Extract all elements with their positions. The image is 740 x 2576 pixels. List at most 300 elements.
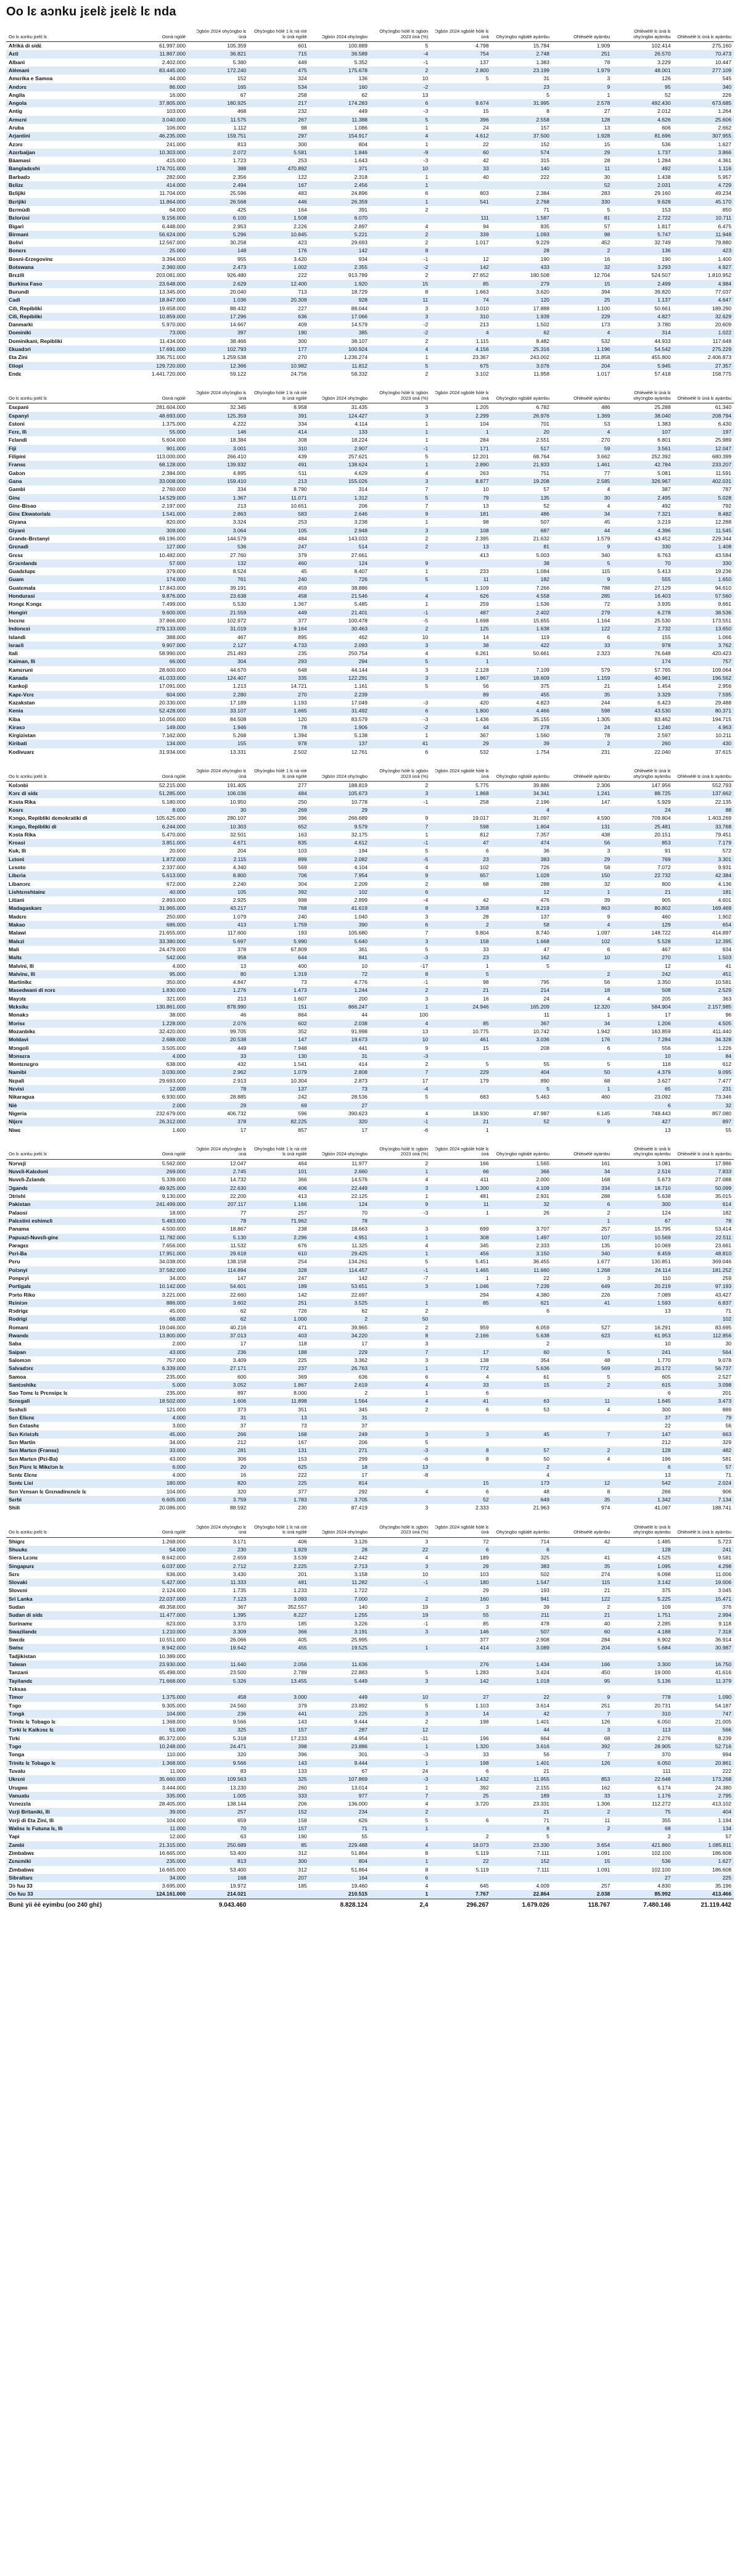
country-name: Panama xyxy=(9,1226,29,1232)
table-cell: 1 xyxy=(370,1003,430,1011)
table-cell: 455 xyxy=(249,1644,309,1652)
column-header: Ohlèwèlè ayàmbu xyxy=(552,28,612,42)
table-cell: 335 xyxy=(249,674,309,682)
table-cell: 606 xyxy=(662,125,671,131)
table-cell: 3 xyxy=(607,848,610,854)
table-row xyxy=(6,1571,734,1579)
table-cell: 174.283 xyxy=(310,99,370,107)
table-cell: 297 xyxy=(249,132,309,140)
table-cell: 6.174 xyxy=(657,1784,671,1791)
table-cell: 238 xyxy=(298,1226,307,1232)
table-cell: 48.810 xyxy=(673,1250,734,1258)
table-cell: 3.076 xyxy=(491,362,552,370)
country-name: Cadì xyxy=(6,296,128,304)
table-cell: 13 xyxy=(483,502,489,509)
table-cell: 65 xyxy=(612,1085,673,1093)
table-row xyxy=(6,494,734,502)
table-cell: 21 xyxy=(604,683,610,690)
table-cell: 11 xyxy=(370,296,430,304)
table-cell: 13 xyxy=(665,1126,671,1133)
table-cell: 1 xyxy=(552,888,612,896)
country-name: Mayɔtɛ xyxy=(9,995,27,1002)
table-cell: 95.000 xyxy=(128,970,188,978)
table-cell: 2.000 xyxy=(172,1340,186,1347)
table-row xyxy=(6,231,734,239)
table-cell: 2 xyxy=(425,535,429,542)
table-cell: 5.339.000 xyxy=(162,1176,186,1183)
table-row xyxy=(6,1554,734,1562)
table-cell: 196 xyxy=(480,1735,489,1741)
table-cell: 569 xyxy=(552,1364,612,1373)
table-cell: 6 xyxy=(425,748,429,755)
table-cell: 236 xyxy=(188,1710,249,1718)
table-cell: 835 xyxy=(249,839,309,847)
table-cell xyxy=(430,181,491,189)
table-cell: 270 xyxy=(601,437,610,444)
country-name: Grɛnadì xyxy=(6,543,128,551)
table-cell: 484 xyxy=(298,535,307,542)
table-cell: 391 xyxy=(358,206,368,213)
table-cell: 4 xyxy=(607,502,610,509)
table-row xyxy=(6,1439,734,1447)
table-cell: -1 xyxy=(423,255,429,262)
table-cell: 6.902 xyxy=(657,1637,671,1643)
table-cell: 7 xyxy=(425,502,429,509)
table-cell: 626 xyxy=(358,1817,368,1823)
table-cell: 35.155 xyxy=(533,716,549,722)
table-cell: 3.300 xyxy=(612,1661,673,1669)
table-row xyxy=(6,271,734,279)
country-name: Sɛn Ɛstashɛ xyxy=(9,1422,39,1429)
table-cell: 9.661 xyxy=(718,601,731,608)
table-cell: 6.763 xyxy=(657,551,671,558)
table-cell: 55 xyxy=(543,1061,549,1068)
table-cell: 1.394 xyxy=(294,732,307,739)
table-cell: 76.648 xyxy=(654,650,671,657)
table-cell: 406 xyxy=(298,1538,307,1545)
table-cell: 314 xyxy=(358,486,368,493)
table-cell: 57 xyxy=(491,1447,552,1455)
table-cell: 2 xyxy=(425,1406,429,1413)
table-cell: 1.650 xyxy=(673,576,734,584)
table-cell: 8.877 xyxy=(430,477,491,485)
table-cell xyxy=(370,551,430,559)
country-name: Danmarkì xyxy=(9,321,33,328)
table-cell: 812 xyxy=(480,831,489,838)
table-cell: 406.732 xyxy=(227,1110,247,1117)
table-cell: 105.625.000 xyxy=(156,815,186,822)
table-cell: 4.466 xyxy=(491,707,552,715)
table-cell: 304 xyxy=(188,658,249,666)
table-cell: 57.560 xyxy=(673,592,734,600)
table-cell: 230 xyxy=(188,1546,249,1554)
table-cell: 449 xyxy=(249,609,309,617)
table-cell: 11.325 xyxy=(352,1242,368,1249)
table-row xyxy=(6,732,734,740)
table-cell: 8.459 xyxy=(612,1250,673,1258)
summary-cell: 85.992 xyxy=(612,1890,673,1899)
table-cell: 62 xyxy=(491,329,552,337)
table-cell: 4 xyxy=(607,1406,610,1413)
table-cell: 1 xyxy=(370,181,430,189)
summary-cell xyxy=(249,1890,309,1899)
table-cell: 33 xyxy=(188,1052,249,1060)
table-cell: 17.189 xyxy=(230,699,247,706)
table-cell: 72 xyxy=(604,601,610,608)
table-cell: 1.079 xyxy=(232,913,247,920)
table-cell xyxy=(491,1052,552,1060)
table-cell: 1 xyxy=(425,732,429,739)
table-cell: 288 xyxy=(601,1193,610,1200)
table-cell: 455.800 xyxy=(651,354,671,361)
table-cell: 5.119 xyxy=(475,1849,489,1856)
table-cell xyxy=(430,1307,491,1315)
table-cell: -5 xyxy=(370,856,430,864)
table-row xyxy=(6,1726,734,1734)
table-cell: 214 xyxy=(491,986,552,994)
country-name: Malvinɛ, Ilì xyxy=(6,970,128,978)
table-cell: 137.662 xyxy=(673,790,734,798)
table-cell: 378 xyxy=(237,946,247,952)
table-cell: 147 xyxy=(249,1036,309,1044)
table-cell: 1 xyxy=(425,354,429,361)
table-cell: 282.000 xyxy=(166,173,186,180)
table-cell: 79 xyxy=(673,1414,734,1422)
table-cell: 394 xyxy=(601,288,610,295)
table-cell xyxy=(552,1315,612,1323)
table-cell: 7.179 xyxy=(673,839,734,847)
table-cell: 1.436 xyxy=(475,716,489,722)
table-cell: 25.596 xyxy=(230,190,247,197)
table-cell: 1.497 xyxy=(491,1234,552,1242)
table-cell xyxy=(430,1653,491,1661)
table-cell: 114.457 xyxy=(310,1266,370,1274)
country-name: Fɛlandì xyxy=(9,437,27,444)
table-cell: 2.495 xyxy=(612,494,673,502)
table-cell: 10 xyxy=(370,165,430,173)
table-cell: 1 xyxy=(370,1364,430,1373)
table-cell: 20 xyxy=(491,428,552,436)
table-cell: 91 xyxy=(665,848,671,854)
section-table-3 xyxy=(6,767,734,1134)
table-cell: 266 xyxy=(188,1430,249,1439)
table-cell: 102.972 xyxy=(227,617,247,624)
table-cell: 27.088 xyxy=(715,1176,731,1183)
header-row xyxy=(6,28,734,42)
column-header: Ohlèwèlè ayàmbu xyxy=(552,767,612,782)
table-cell: 5.636 xyxy=(491,1364,552,1373)
table-cell: 1.643 xyxy=(354,157,368,164)
table-cell: 196 xyxy=(662,1455,671,1462)
table-cell: 5 xyxy=(425,1094,429,1100)
table-cell: 406 xyxy=(249,1184,309,1192)
table-cell: 12.761 xyxy=(351,748,368,755)
table-cell: 16.750 xyxy=(673,1661,734,1669)
table-cell: 48.001 xyxy=(612,67,673,75)
table-cell: 3.324 xyxy=(232,519,247,526)
table-cell: 119 xyxy=(541,634,549,640)
table-cell: 913.789 xyxy=(348,272,368,279)
table-cell: 11.858 xyxy=(594,354,610,361)
table-cell: 1.383 xyxy=(536,59,549,65)
table-cell: 502 xyxy=(540,1571,549,1577)
table-row xyxy=(6,740,734,748)
column-header: Ohyɔ̀ngbo hòlè lɛ ɔgbòn 2023 ùnà (%) xyxy=(370,28,430,42)
table-cell: 257 xyxy=(601,1226,610,1232)
table-cell: 257 xyxy=(601,1883,610,1889)
column-header: Oo lɛ aɔnku jɛelɛ̀ lɛ xyxy=(6,1524,128,1538)
table-cell: 52.215.000 xyxy=(158,782,186,789)
table-cell: 28.905 xyxy=(612,1743,673,1751)
table-cell: -6 xyxy=(423,1126,429,1133)
country-name: Tonga xyxy=(9,1751,25,1758)
table-cell xyxy=(370,214,430,222)
table-cell: 83.445.000 xyxy=(128,67,188,75)
table-cell: 6.801 xyxy=(657,437,671,444)
table-cell: 355 xyxy=(662,1817,671,1823)
table-cell: 47.987 xyxy=(533,1110,549,1117)
table-cell: 1.810.952 xyxy=(707,272,731,279)
table-cell: 14.667 xyxy=(230,321,247,328)
table-cell: 212 xyxy=(662,1439,671,1445)
table-cell: 404 xyxy=(673,1808,734,1816)
table-cell: 44.670 xyxy=(230,666,247,673)
table-cell: 137 xyxy=(249,1085,309,1093)
table-cell: 1 xyxy=(425,1193,429,1200)
table-cell: 9 xyxy=(425,1044,429,1051)
table-cell: 4 xyxy=(425,1110,429,1117)
table-cell: 257.621 xyxy=(348,453,368,460)
table-row xyxy=(6,1430,734,1439)
table-cell: 124 xyxy=(310,559,370,568)
table-cell: 148.722 xyxy=(651,930,671,936)
country-name: Rɛiniɔn xyxy=(6,1299,128,1307)
table-cell: 1.022 xyxy=(673,329,734,337)
table-cell: 330 xyxy=(673,559,734,568)
table-cell: -1 xyxy=(370,1118,430,1126)
table-cell: 2.660 xyxy=(310,1168,370,1176)
table-cell: 3 xyxy=(370,642,430,650)
table-cell: 19.460 xyxy=(351,1883,368,1889)
table-row xyxy=(6,518,734,526)
table-cell: 8 xyxy=(370,1332,430,1340)
table-cell: 17.691.000 xyxy=(128,345,188,353)
table-row xyxy=(6,1274,734,1282)
table-cell: 2.529 xyxy=(673,986,734,994)
table-cell: 4.951 xyxy=(310,1234,370,1242)
table-cell: 1.137 xyxy=(612,296,673,304)
table-cell: 2.662 xyxy=(718,125,731,131)
table-cell: 98 xyxy=(483,519,489,526)
table-cell: 109.563 xyxy=(188,1775,249,1783)
table-cell: 3.444.000 xyxy=(162,1784,186,1791)
table-cell: 33 xyxy=(430,165,491,173)
table-cell xyxy=(491,658,552,666)
table-row xyxy=(6,223,734,231)
table-cell: 3.158 xyxy=(354,1571,368,1577)
table-cell xyxy=(491,181,552,189)
table-cell: -5 xyxy=(423,617,429,624)
country-name: Ɛtiopì xyxy=(6,362,128,370)
table-cell: 1.383 xyxy=(657,420,671,427)
country-name: Pakistan xyxy=(6,1200,128,1208)
table-cell: 375 xyxy=(540,683,549,690)
column-header: Ohyɔ̀ngbo hòlè lɛ ɔgbòn 2023 ùnà (%) xyxy=(370,1524,430,1538)
table-cell xyxy=(430,1685,491,1693)
table-cell: 11.660 xyxy=(491,1266,552,1274)
table-cell: 99.705 xyxy=(230,1028,247,1034)
table-cell: 1.206 xyxy=(612,1020,673,1028)
table-cell: 1.401 xyxy=(491,1759,552,1767)
table-cell: 56 xyxy=(604,979,610,986)
table-cell: 174.000 xyxy=(128,576,188,584)
table-cell: 31.995 xyxy=(491,99,552,107)
table-cell: 2.402 xyxy=(491,609,552,617)
country-name: Nɛvisì xyxy=(6,1085,128,1093)
table-cell: 2.659 xyxy=(232,1554,247,1561)
table-row xyxy=(6,1833,734,1841)
table-cell: 3 xyxy=(607,75,610,82)
table-cell: 12 xyxy=(483,255,489,262)
table-cell: 6 xyxy=(485,1488,489,1495)
country-name: Montɛnɛgro xyxy=(9,1061,39,1068)
table-cell: 276 xyxy=(430,1661,491,1669)
table-cell: 2.306 xyxy=(596,782,610,789)
table-cell: 5 xyxy=(425,1669,429,1676)
table-cell: 171 xyxy=(430,445,491,453)
table-cell: 5.990 xyxy=(249,938,309,946)
table-row xyxy=(6,1044,734,1052)
table-cell: 958 xyxy=(188,954,249,962)
table-cell: 7.266 xyxy=(536,584,549,591)
table-cell: 541 xyxy=(430,198,491,206)
table-cell: 20.609 xyxy=(715,321,731,328)
table-cell: 229 xyxy=(430,1068,491,1076)
table-cell: 23.331 xyxy=(533,1801,549,1807)
table-cell: 340 xyxy=(552,1250,612,1258)
table-cell: 2 xyxy=(310,1315,370,1323)
table-cell: 18.609 xyxy=(491,674,552,682)
table-row xyxy=(6,485,734,493)
table-cell: 146 xyxy=(430,1628,491,1636)
table-cell: 53 xyxy=(543,1406,549,1413)
table-row xyxy=(6,1126,734,1134)
table-cell: 29.160 xyxy=(654,190,671,197)
header-row xyxy=(6,389,734,403)
country-name: Bangladɛshì xyxy=(6,165,128,173)
table-cell: 3 xyxy=(425,1505,429,1511)
table-cell: 17 xyxy=(361,1472,368,1479)
country-name: Bìgarì xyxy=(9,223,24,229)
table-cell: 194 xyxy=(358,848,368,854)
table-cell: 8.524 xyxy=(232,568,247,575)
table-cell: 683 xyxy=(480,1094,489,1100)
table-cell: 2.913 xyxy=(232,1077,247,1084)
table-cell: 58.332 xyxy=(351,370,368,377)
table-cell: 6.059 xyxy=(536,1324,549,1331)
table-cell: 38 xyxy=(430,642,491,650)
table-cell: 1.677 xyxy=(596,1258,610,1265)
table-cell: 4.830 xyxy=(657,1883,671,1889)
table-cell: 3.539 xyxy=(294,1554,307,1561)
table-cell: 100.478 xyxy=(348,617,368,624)
table-row xyxy=(6,946,734,954)
table-cell: 7.109 xyxy=(536,666,549,673)
table-cell: 73.000 xyxy=(128,329,188,337)
table-cell: 9.566 xyxy=(232,1719,247,1725)
table-cell xyxy=(370,806,430,814)
table-cell: 1 xyxy=(425,420,429,427)
table-cell: 35 xyxy=(552,691,612,699)
table-cell: 4.104 xyxy=(354,864,368,870)
table-cell: 2.962 xyxy=(188,1068,249,1076)
table-cell: 1.508 xyxy=(249,214,309,222)
table-row xyxy=(6,1381,734,1389)
table-cell: 7.948 xyxy=(294,1044,307,1051)
table-cell: 5 xyxy=(485,75,489,82)
table-cell: 19.642 xyxy=(188,1644,249,1652)
table-cell: 102 xyxy=(673,1315,734,1323)
table-cell: 768 xyxy=(249,904,309,912)
table-row xyxy=(6,1085,734,1093)
table-cell: 5 xyxy=(425,683,429,690)
table-cell: 6 xyxy=(370,921,430,929)
table-cell: 11.434.000 xyxy=(159,337,186,344)
summary-row xyxy=(6,1890,734,1899)
table-cell: 135 xyxy=(491,494,552,502)
table-cell: 2.360.000 xyxy=(128,263,188,271)
table-cell: 3 xyxy=(425,1340,429,1347)
table-cell: 217 xyxy=(249,99,309,107)
table-cell: 3 xyxy=(370,790,430,798)
table-cell xyxy=(491,1653,552,1661)
column-header: Oo lɛ aɔnku jɛelɛ̀ lɛ xyxy=(6,1146,128,1160)
table-cell: 438 xyxy=(601,831,610,838)
table-cell: 15 xyxy=(604,141,610,147)
table-cell: 532 xyxy=(480,748,489,755)
table-row xyxy=(6,1603,734,1611)
table-cell: 751 xyxy=(540,469,549,476)
table-cell: 24.896 xyxy=(351,190,368,197)
table-cell: 439 xyxy=(298,453,307,460)
table-cell: 3.424 xyxy=(536,1669,549,1676)
table-cell: 8 xyxy=(546,108,549,115)
table-row xyxy=(6,42,734,51)
table-cell: 16.403 xyxy=(612,592,673,600)
table-cell: 16 xyxy=(483,995,489,1002)
table-cell: 423 xyxy=(673,247,734,255)
table-cell: 60 xyxy=(552,1628,612,1636)
table-cell: 1.066 xyxy=(718,634,731,640)
table-cell: 78 xyxy=(310,1217,370,1225)
table-cell: 644 xyxy=(249,954,309,962)
table-cell: 4.380 xyxy=(536,1291,549,1298)
table-cell: 1.536 xyxy=(536,601,549,608)
table-cell: 757 xyxy=(673,658,734,666)
table-cell: 47 xyxy=(543,946,549,952)
country-name: Kiba xyxy=(9,716,20,722)
table-row xyxy=(6,1718,734,1726)
table-cell: 385 xyxy=(310,329,370,337)
table-cell: 5.562.000 xyxy=(162,1160,186,1166)
table-cell: 173.551 xyxy=(712,617,731,624)
table-cell: 128 xyxy=(552,116,612,124)
table-row xyxy=(6,445,734,453)
country-name: Shilì xyxy=(9,1505,20,1511)
table-cell: 15 xyxy=(483,1044,489,1051)
table-cell: 1.115 xyxy=(475,337,489,344)
table-cell: 9.600.000 xyxy=(128,609,188,617)
